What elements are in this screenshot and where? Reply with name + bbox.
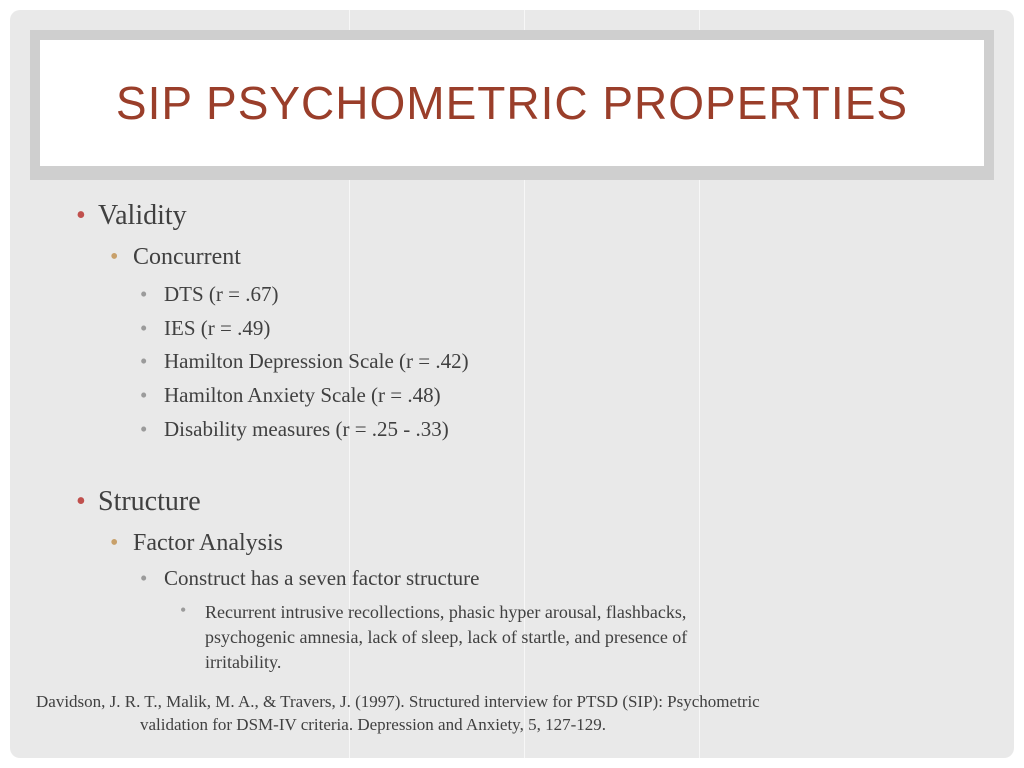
- bullet-label: Validity: [98, 200, 187, 231]
- slide: [10, 10, 1014, 758]
- bullet-detail: [180, 600, 687, 675]
- bullet-hamilton-depression: [140, 349, 469, 374]
- bullet-validity: [76, 200, 187, 232]
- bullet-label: Hamilton Anxiety Scale (r = .48): [164, 383, 441, 407]
- bullet-hamilton-anxiety: [140, 383, 441, 408]
- bullet-label: Factor Analysis: [133, 530, 283, 556]
- bullet-icon: •: [110, 244, 119, 270]
- bullet-dts: [140, 282, 279, 307]
- bullet-ies: [140, 316, 270, 341]
- detail-line: psychogenic amnesia, lack of sleep, lack of startle, and presence of: [205, 627, 688, 647]
- slide-content: [10, 10, 1014, 758]
- bullet-icon: •: [76, 486, 86, 517]
- bullet-icon: •: [76, 200, 86, 231]
- bullet-label: Disability measures (r = .25 - .33): [164, 417, 449, 441]
- bullet-icon: •: [140, 316, 148, 340]
- citation: [36, 690, 966, 736]
- bullet-label: IES (r = .49): [164, 316, 271, 340]
- bullet-label: Structure: [98, 486, 201, 517]
- slide-title: SIP PSYCHOMETRIC PROPERTIES: [115, 77, 909, 129]
- bullet-icon: •: [140, 349, 148, 373]
- bullet-icon: •: [110, 530, 119, 556]
- citation-line: Davidson, J. R. T., Malik, M. A., & Travers, J. (1997). Structured interview for PTSD (SIP): Psychometric: [36, 692, 760, 711]
- bullet-label: Concurrent: [133, 244, 241, 270]
- bullet-icon: •: [140, 282, 148, 306]
- bullet-icon: •: [140, 566, 148, 590]
- bullet-icon: •: [180, 600, 187, 620]
- citation-line: validation for DSM-IV criteria. Depression and Anxiety, 5, 127-129.: [140, 715, 606, 734]
- detail-line: irritability.: [205, 652, 282, 672]
- bullet-concurrent: [110, 244, 241, 271]
- bullet-icon: •: [140, 383, 148, 407]
- bullet-construct: [140, 566, 479, 591]
- bullet-icon: •: [140, 417, 148, 441]
- bullet-label: DTS (r = .67): [164, 282, 279, 306]
- bullet-structure: [76, 486, 201, 518]
- detail-line: Recurrent intrusive recollections, phasic hyper arousal, flashbacks,: [205, 602, 687, 622]
- bullet-label: Hamilton Depression Scale (r = .42): [164, 349, 469, 373]
- bullet-factor-analysis: [110, 530, 283, 557]
- bullet-label: Construct has a seven factor structure: [164, 566, 480, 590]
- bullet-disability: [140, 417, 449, 442]
